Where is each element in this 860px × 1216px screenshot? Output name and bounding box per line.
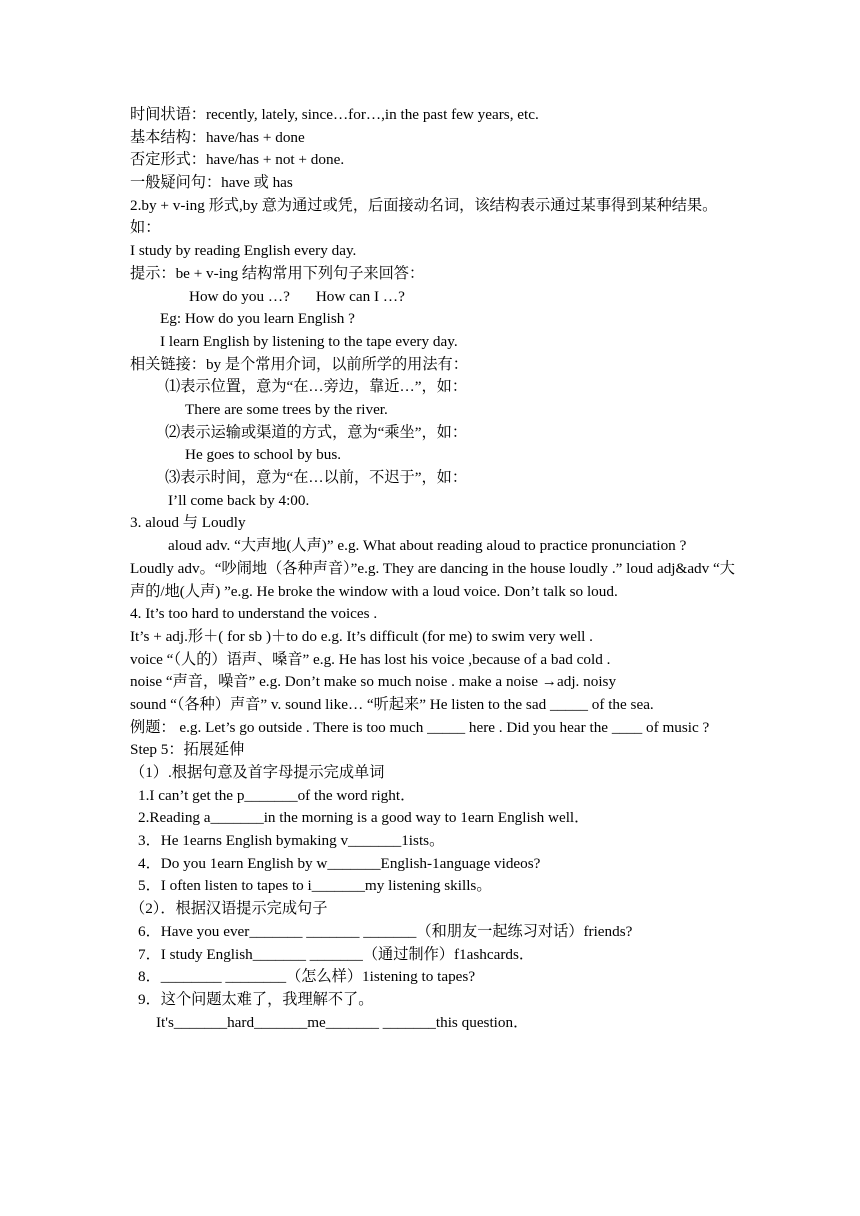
document-body [130, 104, 735, 1034]
text-line: He goes to school by bus. [185, 446, 342, 464]
text-line: 提示：be + v-ing 结构常用下列句子来回答： [130, 264, 425, 282]
section-heading: Step 5：拓展延伸 [130, 741, 245, 759]
text-line: I’ll come back by 4:00. [168, 491, 310, 509]
text-line: 4. It’s too hard to understand the voices . [130, 605, 378, 623]
text-line: 3. aloud 与 Loudly [130, 514, 246, 532]
text-line: 时间状语：recently, lately, since…for…,in the past few years, etc. [130, 106, 539, 123]
text-line: I learn English by listening to the tape every day. [160, 332, 458, 350]
exercise-heading: （2）．根据汉语提示完成句子 [130, 900, 328, 918]
text-line: 相关链接：by 是个常用介词，以前所学的用法有： [130, 355, 468, 373]
text-line: 一般疑问句：have 或 has [130, 174, 293, 192]
exercise-item: 6．Have you ever_______ _______ _______（和朋友一起练习对话）friends? [138, 922, 633, 940]
text-line: Eg: How do you learn English ? [160, 310, 355, 328]
text-line: sound “（各种）声音” v. sound like… “听起来” He listen to the sad _____ of the sea. [130, 695, 654, 713]
exercise-item: 8．________ ________（怎么样）1istening to tapes? [138, 968, 476, 986]
exercise-item: It's_______hard_______me_______ _______this question． [156, 1013, 529, 1031]
text-line: It’s + adj.形＋( for sb )＋to do e.g. It’s difficult (for me) to swim very well . [130, 627, 593, 645]
exercise-item: 1.I can’t get the p_______of the word right． [138, 786, 416, 804]
exercise-item: 5．I often listen to tapes to i_______my listening skills。 [138, 877, 492, 895]
exercise-heading: （1）.根据句意及首字母提示完成单词 [130, 764, 385, 782]
text-line [130, 286, 735, 309]
text-paragraph: Loudly adv。“吵闹地（各种声音）”e.g. They are dancing in the house loudly .” loud adj&adv “大声的/地(人声) ”e.g. He broke the window with a loud voice. Don’t talk so loud. [130, 559, 735, 600]
text-paragraph: 2.by + v-ing 形式,by 意为通过或凭，后面接动名词，该结构表示通过某事得到某种结果。如： [130, 196, 718, 237]
text-line: ⑵表示运输或渠道的方式，意为“乘坐”，如： [165, 423, 468, 441]
text-line: There are some trees by the river. [185, 400, 388, 418]
text-line: ⑴表示位置，意为“在…旁边，靠近…”，如： [165, 378, 468, 396]
text-paragraph: 例题： e.g. Let’s go outside . There is too much _____ here . Did you hear the ____ of music ? [130, 718, 710, 736]
question-pattern: How can I …? [315, 287, 405, 305]
text-line: noise “声音，噪音” e.g. Don’t make so much noise . make a noise →adj. noisy [130, 673, 617, 691]
exercise-item: 9．这个问题太难了，我理解不了。 [138, 990, 374, 1008]
text-line: ⑶表示时间，意为“在…以前，不迟于”，如： [165, 469, 468, 487]
text-line: voice “（人的）语声、嗓音” e.g. He has lost his voice ,because of a bad cold . [130, 650, 611, 668]
text-line: 基本结构：have/has + done [130, 128, 305, 146]
text-paragraph: aloud adv. “大声地(人声)” e.g. What about reading aloud to practice pronunciation ? [168, 537, 687, 555]
exercise-item: 7．I study English_______ _______（通过制作）f1ashcards． [138, 945, 535, 963]
text-line: I study by reading English every day. [130, 242, 357, 260]
question-pattern: How do you …? [189, 287, 290, 305]
exercise-item: 3．He 1earns English bymaking v_______1ists。 [138, 832, 445, 850]
text-line: 否定形式：have/has + not + done. [130, 151, 345, 169]
exercise-item: 2.Reading a_______in the morning is a good way to 1earn English well． [138, 809, 590, 827]
exercise-item: 4．Do you 1earn English by w_______English-1anguage videos? [138, 854, 541, 872]
